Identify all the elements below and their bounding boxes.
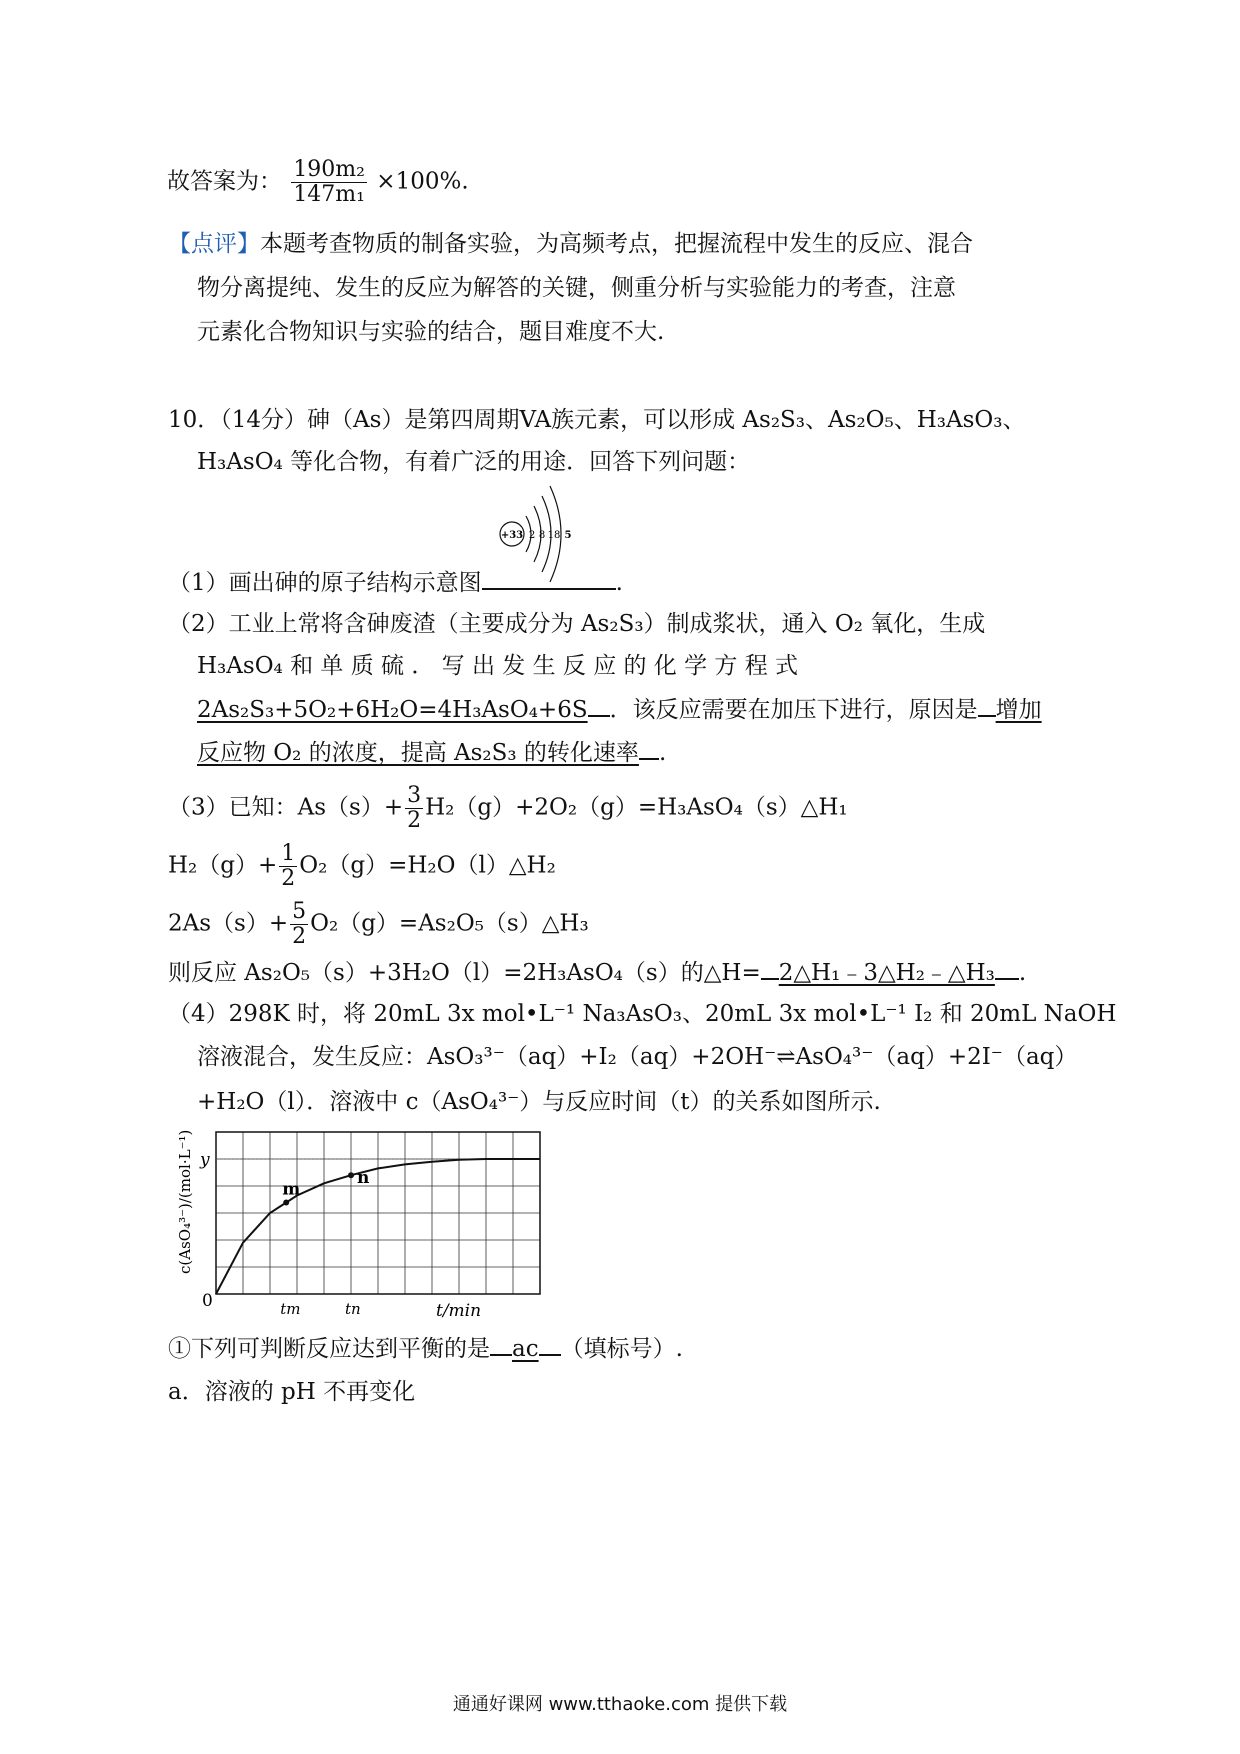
part3-eq2 xyxy=(168,842,556,891)
part2-line-1 xyxy=(168,608,985,640)
part2-reason-answer-a: 增加 xyxy=(995,697,1042,723)
part3-eq2-num: 1 xyxy=(281,841,296,866)
part3-result-prefix: 则反应 As₂O₅（s）+3H₂O（l）=2H₃AsO₄（s）的△H= xyxy=(168,960,761,986)
point-m-marker xyxy=(283,1199,289,1205)
part3-result xyxy=(168,956,1026,989)
part3-eq1-den: 2 xyxy=(407,808,422,833)
x-tick-tn: tn xyxy=(345,1300,361,1318)
shell-electrons-3: 18 xyxy=(547,530,561,541)
part3-eq1-num: 3 xyxy=(407,783,422,808)
part4-line-2 xyxy=(197,1041,1077,1073)
part3-eq2-prefix: H₂（g）+ xyxy=(168,852,278,879)
point-n-label: n xyxy=(357,1168,370,1189)
review-text-2: 物分离提纯、发生的反应为解答的关键，侧重分析与实验能力的考查，注意 xyxy=(197,275,956,301)
part3-eq3-num: 5 xyxy=(292,899,307,924)
part2-end: . xyxy=(658,740,667,766)
part4-text-2: 溶液混合，发生反应：AsO₃³⁻（aq）+I₂（aq）+2OH⁻⇌AsO₄³⁻（aq）+2I⁻（aq） xyxy=(197,1044,1078,1070)
fraction-denominator: 147m₁ xyxy=(293,182,365,207)
part2-equation-blank-tail xyxy=(588,693,610,717)
y-tick-label: y xyxy=(200,1150,210,1170)
shell-electrons-4: 5 xyxy=(564,530,572,541)
review-tag: 【点评】 xyxy=(168,231,260,257)
point-m-label: m xyxy=(282,1179,301,1200)
part2-text-1: （2）工业上常将含砷废渣（主要成分为 As₂S₃）制成浆状，通入 O₂ 氧化，生成 xyxy=(168,611,986,637)
part3-eq3 xyxy=(168,900,589,949)
option-a-text: a．溶液的 pH 不再变化 xyxy=(168,1379,416,1405)
origin-label: 0 xyxy=(202,1291,213,1311)
part3-eq1-suffix: H₂（g）+2O₂（g）=H₃AsO₄（s）△H₁ xyxy=(425,794,848,821)
part2-mid-text: ．该反应需要在加压下进行，原因是 xyxy=(609,697,978,723)
part3-eq1 xyxy=(168,784,848,833)
subq1-end: （填标号）. xyxy=(560,1336,683,1362)
option-a-line xyxy=(168,1376,415,1408)
part2-reason-blank-lead xyxy=(978,693,996,717)
part3-eq1-fraction xyxy=(405,784,423,833)
part2-line-2 xyxy=(197,650,798,682)
part4-line-3 xyxy=(197,1086,881,1118)
subq1-text: ①下列可判断反应达到平衡的是 xyxy=(168,1336,490,1362)
part2-equation-answer: 2As₂S₃+5O₂+6H₂O=4H₃AsO₄+6S xyxy=(197,697,588,723)
review-line-3 xyxy=(197,316,664,348)
part1-line xyxy=(168,566,623,599)
point-n-marker xyxy=(348,1172,354,1178)
x-tick-tm: tm xyxy=(280,1300,301,1318)
review-line-1 xyxy=(168,228,973,260)
part1-answer-blank xyxy=(482,566,616,590)
part4-line-1 xyxy=(168,998,1116,1030)
part2-text-2: H₃AsO₄ 和 单 质 硫 ． 写 出 发 生 反 应 的 化 学 方 程 式 xyxy=(197,653,799,679)
shell-electrons-2: 8 xyxy=(538,530,546,541)
part3-eq3-den: 2 xyxy=(292,924,307,949)
review-text-3: 元素化合物知识与实验的结合，题目难度不大. xyxy=(197,319,665,345)
subq1-answer: ac xyxy=(512,1336,539,1362)
x-axis-label: t/min xyxy=(436,1301,482,1321)
part3-eq2-den: 2 xyxy=(281,866,296,891)
chart-grid xyxy=(216,1132,540,1294)
question10-text-2: H₃AsO₄ 等化合物，有着广泛的用途．回答下列问题： xyxy=(197,449,751,475)
fraction-numerator: 190m₂ xyxy=(293,157,365,182)
subq1-line xyxy=(168,1332,683,1365)
answer-prefix: 故答案为： xyxy=(167,168,282,195)
part3-eq1-prefix: （3）已知：As（s）+ xyxy=(168,794,404,821)
answer-fraction xyxy=(291,158,367,207)
part3-result-blank-tail xyxy=(995,956,1019,980)
part3-eq2-fraction xyxy=(279,842,297,891)
part4-text-3: +H₂O（l）．溶液中 c（AsO₄³⁻）与反应时间（t）的关系如图所示. xyxy=(197,1089,881,1115)
question10-line-1 xyxy=(168,404,1026,436)
part2-reason-answer-b: 反应物 O₂ 的浓度，提高 As₂S₃ 的转化速率 xyxy=(197,740,639,766)
y-axis-label: c(AsO₄³⁻)/(mol·L⁻¹) xyxy=(176,1129,194,1274)
part4-text-1: （4）298K 时，将 20mL 3x mol•L⁻¹ Na₃AsO₃、20mL 3x mol•L⁻¹ I₂ 和 20mL NaOH xyxy=(168,1001,1117,1027)
part1-end: . xyxy=(615,570,623,596)
concentration-time-chart xyxy=(166,1124,556,1324)
question10-line-2 xyxy=(197,446,750,478)
part2-line-4 xyxy=(197,736,666,769)
part2-line-3 xyxy=(197,693,1042,726)
part3-result-blank-lead xyxy=(761,956,779,980)
review-text-1: 本题考查物质的制备实验，为高频考点，把握流程中发生的反应、混合 xyxy=(260,231,973,257)
part3-end: . xyxy=(1018,960,1027,986)
subq1-blank-lead xyxy=(490,1332,512,1356)
part3-eq3-suffix: O₂（g）=As₂O₅（s）△H₃ xyxy=(310,910,589,937)
part3-eq3-fraction xyxy=(290,900,308,949)
subq1-blank-tail xyxy=(539,1332,561,1356)
part1-text: （1）画出砷的原子结构示意图 xyxy=(168,570,482,596)
part3-eq2-suffix: O₂（g）=H₂O（l）△H₂ xyxy=(299,852,556,879)
page-footer: 通通好课网 www.tthaoke.com 提供下载 xyxy=(452,1694,788,1715)
part2-reason-blank-tail xyxy=(639,736,659,760)
answer-line xyxy=(167,158,469,207)
part3-eq3-prefix: 2As（s）+ xyxy=(168,910,289,937)
review-line-2 xyxy=(197,272,956,304)
question10-text-1: 10．（14分）砷（As）是第四周期VA族元素，可以形成 As₂S₃、As₂O₅、H₃AsO₃、 xyxy=(168,407,1026,433)
shell-electrons-1: 2 xyxy=(528,530,536,541)
nucleus-label: +33 xyxy=(500,530,524,541)
part3-result-answer: 2△H₁﹣3△H₂﹣△H₃ xyxy=(778,960,995,986)
answer-suffix: ×100%. xyxy=(376,168,469,195)
